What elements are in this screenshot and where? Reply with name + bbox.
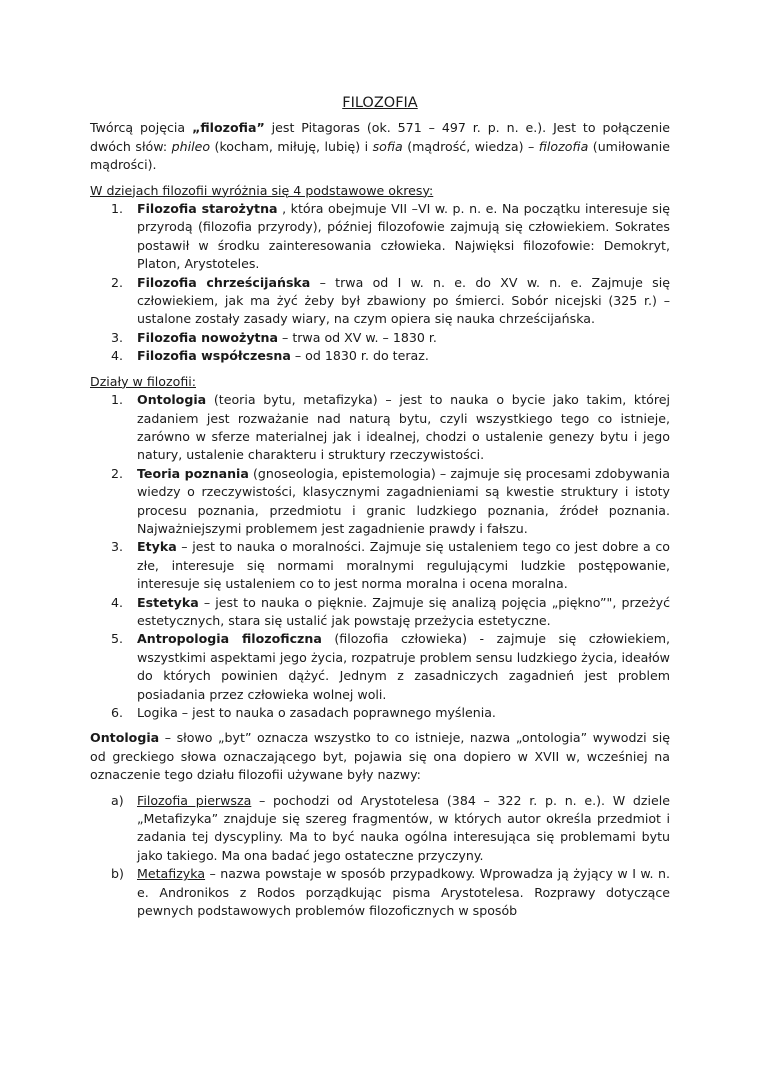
periods-list (90, 200, 670, 366)
intro-text: jest Pitagoras (ok. 571 – 497 r. p. n. e.). Jest to połączenie dwóch słów: (90, 120, 670, 154)
item-text: – jest to nauka o pięknie. Zajmuje się analizą pojęcia „piękno”", przeżyć estetycznych, stara się ustalić jak powstaję przeżycia estetyczne. (137, 594, 670, 628)
item-text: Logika – jest to nauka o zasadach poprawnego myślenia. (137, 705, 496, 720)
list-number: 3. (111, 329, 124, 345)
ontology-names-list (90, 792, 670, 921)
item-name: Filozofia chrześcijańska (137, 274, 311, 290)
item-name: Filozofia współczesna (137, 348, 291, 364)
list-letter: a) (111, 792, 124, 808)
branches-list (90, 391, 670, 722)
list-number: 5. (111, 631, 124, 647)
page-title: FILOZOFIA (342, 95, 418, 111)
list-number: 3. (111, 539, 124, 555)
item-name: Filozofia pierwsza (137, 792, 252, 808)
branches-heading: Działy w filozofii: (90, 373, 196, 389)
item-text: – jest to nauka o moralności. Zajmuje się ustaleniem tego co jest dobre a co złe, interesuje się normami moralnymi regulującymi ludzkie postępowanie, interesuje się ustaleniem co to jest norma moralna i ocena moralna. (137, 539, 670, 592)
item-text: – trwa od I w. n. e. do XV w. n. e. Zajmuje się człowiekiem, jak ma żyć żeby był zbawiony po śmierci. Sobór nicejski (325 r.) – ustalone zostały zasady wiary, na czym opiera się nauka chrześcijańska. (137, 274, 670, 327)
item-name: Etyka (137, 539, 177, 555)
list-item (90, 792, 670, 866)
periods-heading: W dziejach filozofii wyróżnia się 4 podstawowe okresy: (90, 182, 434, 198)
ontology-paragraph (90, 729, 670, 784)
item-text: (filozofia człowieka) - zajmuje się człowiekiem, wszystkimi aspektami jego życia, rozpatruje problem sensu ludzkiego życia, ideałów do których powinien dążyć. Jednym z zasadniczych zagadnień jest problem posiadania przez człowieka wolnej woli. (137, 631, 670, 702)
item-text: – nazwa powstaje w sposób przypadkowy. Wprowadza ją żyjący w I w. n. e. Andronikos z Rodos porządkując pisma Arystotelesa. Rozprawy dotyczące pewnych podstawowych problemów filozoficznych w sposób (137, 866, 670, 919)
item-text: , która obejmuje VII –VI w. p. n. e. Na początku interesuje się przyrodą (filozofia przyrody), później filozofowie zajmują się człowiekiem. Sokrates postawił w środku zainteresowania człowieka. Najwięksi filozofowie: Demokryt, Platon, Arystoteles. (137, 201, 670, 272)
item-name: Antropologia filozoficzna (137, 631, 322, 647)
item-name: Estetyka (137, 594, 199, 610)
item-text: – pochodzi od Arystotelesa (384 – 322 r. p. n. e.). W dziele „Metafizyka” znajduje się szereg fragmentów, w których autor określa przedmiot i zadania tej dyscypliny. Ma to być nauka ogólna interesująca się problemami bytu jako takiego. Ma ona badać jego ostateczne przyczyny. (137, 792, 671, 863)
list-number: 2. (111, 274, 124, 290)
item-text: (teoria bytu, metafizyka) – jest to nauka o bycie jako takim, której zadaniem jest rozważanie nad naturą bytu, czyli wszystkiego tego co istnieje, zarówno w sferze materialnej jak i idealnej, chodzi o ustalenie genezy bytu i jego natury, ustalenie charakteru i struktury rzeczywistości. (137, 392, 670, 463)
list-number: 2. (111, 465, 124, 481)
intro-text: (kocham, miłuję, lubię) i (210, 138, 373, 154)
intro-text: (umiłowanie mądrości). (90, 138, 670, 173)
ontology-term: Ontologia (90, 730, 160, 746)
intro-word: filozofia (538, 138, 589, 154)
list-number: 1. (111, 392, 124, 408)
item-name: Filozofia nowożytna (137, 329, 279, 345)
list-item (90, 391, 670, 465)
intro-text: Twórcą pojęcia (90, 120, 193, 136)
item-text: (gnoseologia, epistemologia) – zajmuje się procesami zdobywania wiedzy o rzeczywistości, klasycznymi zagadnieniami są kwestie struktury i istoty procesu poznania, przedmiotu i granic ludzkiego poznania, źródeł poznania. Najważniejszymi problemem jest zagadnienie prawdy i fałszu. (137, 465, 671, 536)
list-number: 6. (111, 705, 124, 720)
list-item (90, 274, 670, 329)
item-name: Teoria poznania (137, 465, 249, 481)
list-item (90, 465, 670, 539)
document-page (90, 94, 670, 927)
item-text: – od 1830 r. do teraz. (290, 348, 429, 364)
item-name: Filozofia starożytna (137, 201, 278, 217)
intro-term: „filozofia” (192, 120, 265, 136)
ontology-text: – słowo „byt” oznacza wszystko to co istnieje, nazwa „ontologia” wywodzi się od greckiego słowa oznaczającego byt, pojawia się ona dopiero w XVII w, wcześniej na oznaczenie tego działu filozofii używane były nazwy: (90, 730, 670, 783)
list-number: 4. (111, 348, 124, 364)
list-item (90, 538, 670, 593)
list-item (90, 704, 670, 722)
item-name: Ontologia (137, 392, 207, 408)
list-letter: b) (111, 866, 124, 882)
item-name: Metafizyka (137, 866, 206, 882)
intro-word: phileo (171, 138, 211, 154)
list-number: 4. (111, 594, 124, 610)
intro-paragraph (90, 119, 670, 174)
list-item (90, 630, 670, 704)
list-item (90, 865, 670, 920)
list-item (90, 347, 670, 365)
list-number: 1. (111, 201, 124, 217)
intro-text: (mądrość, wiedza) – (402, 138, 539, 154)
item-text: – trwa od XV w. – 1830 r. (278, 329, 437, 345)
intro-word: sofia (372, 138, 403, 154)
list-item (90, 594, 670, 631)
list-item (90, 200, 670, 274)
list-item (90, 329, 670, 347)
